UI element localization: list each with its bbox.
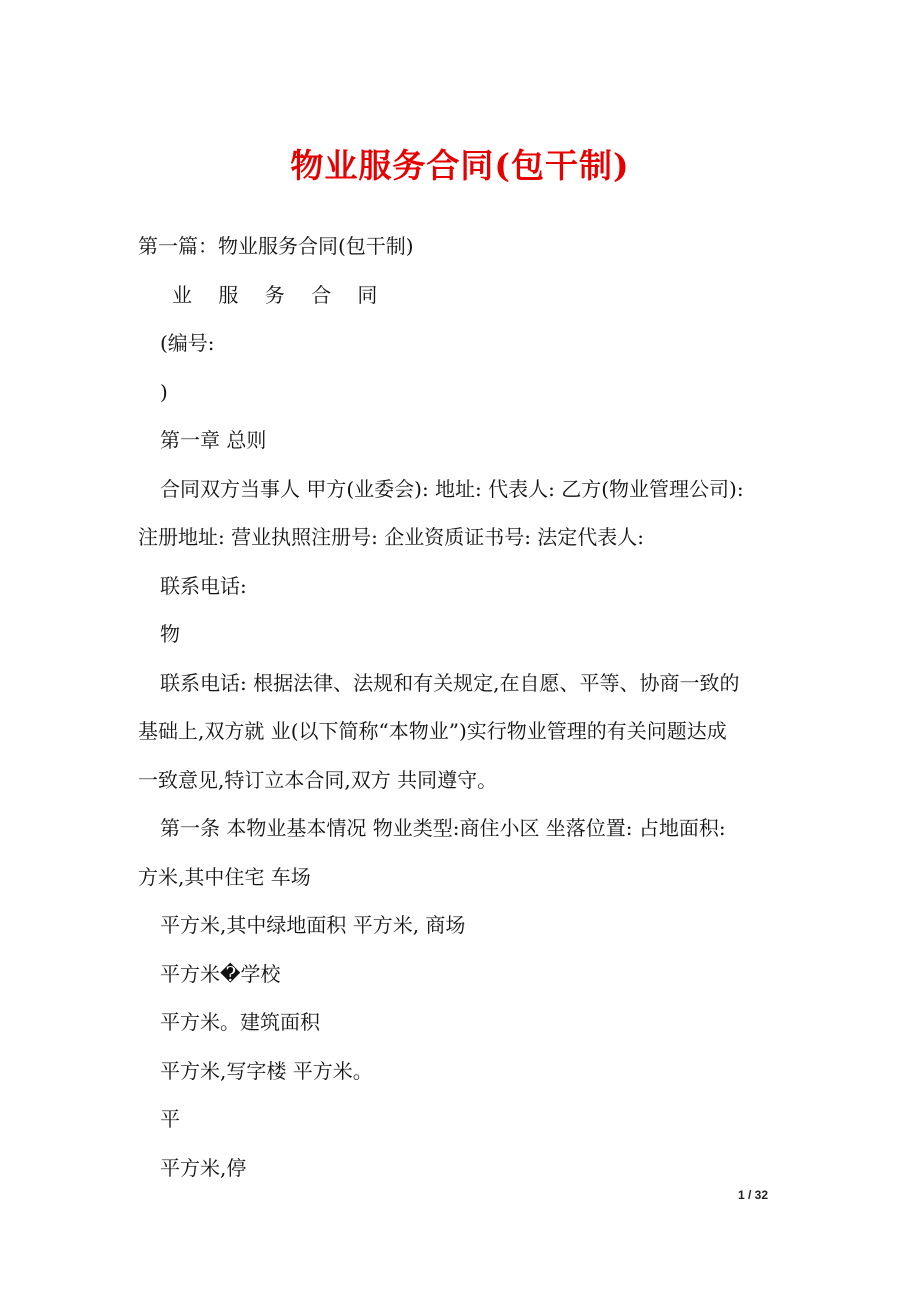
paragraph-line: 平方米�学校 [160, 961, 281, 986]
page-number: 1 / 32 [738, 1188, 769, 1202]
article-heading: 第一条 本物业基本情况 物业类型:商住小区 坐落位置: 占地面积: [160, 816, 726, 840]
paragraph-line: 一致意见,特订立本合同,双方 共同遵守。 [138, 767, 498, 792]
paragraph-line: 平方米,停 [160, 1155, 247, 1180]
paragraph-line: 平方米。建筑面积 [160, 1010, 320, 1034]
paragraph-line: 物 [160, 622, 180, 646]
document-body [138, 222, 788, 1192]
paragraph-line: 联系电话: [160, 573, 247, 598]
paragraph-line: 方米,其中住宅 车场 [138, 864, 311, 889]
document-title: 物业服务合同(包干制) [290, 146, 630, 185]
paragraph-line: 第一篇：物业服务合同(包干制) [138, 234, 414, 258]
paragraph-line: 注册地址: 营业执照注册号: 企业资质证书号: 法定代表人: [138, 525, 645, 549]
paragraph-line: 联系电话: 根据法律、法规和有关规定,在自愿、平等、协商一致的 [160, 670, 740, 695]
paragraph-line: ) [160, 379, 168, 404]
paragraph-line: 合同双方当事人 甲方(业委会): 地址: 代表人: 乙方(物业管理公司): [160, 476, 744, 501]
paragraph-line: 平 [160, 1107, 180, 1131]
paragraph-line: 平方米,写字楼 平方米。 [160, 1058, 373, 1083]
paragraph-line: (编号: [160, 331, 215, 355]
chapter-heading: 第一章 总则 [160, 428, 267, 452]
paragraph-line: 基础上,双方就 业(以下简称“本物业”)实行物业管理的有关问题达成 [138, 719, 727, 743]
paragraph-line: 业 服 务 合 同 [172, 282, 388, 307]
paragraph-line: 平方米,其中绿地面积 平方米, 商场 [160, 913, 466, 937]
